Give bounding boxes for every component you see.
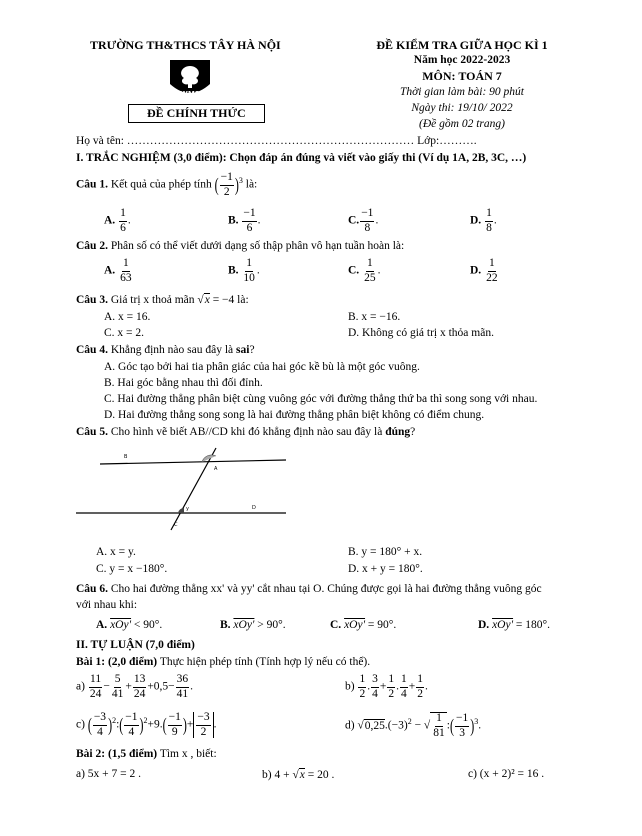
subject: MÔN: TOÁN 7: [422, 69, 502, 83]
exam-time: Thời gian làm bài: 90 phút: [399, 86, 525, 98]
q3-option-a[interactable]: A. x = 16.: [104, 311, 151, 323]
exam-title: ĐỀ KIỂM TRA GIỮA HỌC KÌ 1: [376, 38, 548, 52]
q2-option-a[interactable]: A. $\frac{1}{63}$: [104, 257, 132, 284]
q6-option-d[interactable]: D. xOy' = 180°.: [478, 619, 551, 631]
q2-option-b[interactable]: B. $\frac{1}{10}$ .: [228, 257, 260, 284]
q1-option-a[interactable]: A. $\frac{1}{6}$ .: [104, 207, 131, 234]
logo-text: WMS: [180, 90, 200, 98]
bai2-c: c) (x + 2)² = 16 .: [468, 768, 545, 780]
q3-option-d[interactable]: D. Không có giá trị x thỏa mãn.: [348, 327, 494, 339]
q4-option-d[interactable]: D. Hai đường thẳng song song là hai đường thẳng phân biệt không có điểm chung.: [104, 409, 485, 421]
school-year: Năm học 2022-2023: [413, 54, 511, 66]
q5-option-d[interactable]: D. x + y = 180°.: [348, 563, 423, 575]
bai1-a: a) $\frac{11}{24}$ − $\frac{5}{41}$ + $\frac{13}{24}$ +0,5− $\frac{36}{41}$ .: [76, 673, 194, 700]
bai-1: Bài 1: (2,0 điểm) Thực hiện phép tính (Tính hợp lý nếu có thể).: [76, 656, 371, 668]
q5-option-b[interactable]: B. y = 180° + x.: [348, 546, 423, 558]
school-logo: [168, 58, 212, 103]
name-line: Họ và tên: ………………………………………………………………… Lớp:……….: [76, 135, 477, 147]
q6-option-b[interactable]: B. xOy' > 90°.: [220, 619, 286, 631]
q6-option-a[interactable]: A. xOy' < 90°.: [96, 619, 163, 631]
q1-option-c[interactable]: C. $\frac{-1}{8}$ .: [348, 207, 379, 234]
question-6: Câu 6. Cho hai đường thẳng xx' và yy' cắt nhau tại O. Chúng được gọi là hai đường thẳng vuông góc: [76, 583, 542, 595]
part2-title: II. TỰ LUẬN (7,0 điểm): [76, 639, 195, 651]
q4-option-a[interactable]: A. Góc tạo bởi hai tia phân giác của hai góc kề bù là một góc vuông.: [104, 361, 420, 373]
part1-title: I. TRẮC NGHIỆM (3,0 điểm): Chọn đáp án đúng và viết vào giấy thi (Ví dụ 1A, 2B, 3C, …): [76, 152, 527, 164]
q6-option-c[interactable]: C. xOy' = 90°.: [330, 619, 397, 631]
bai1-b: b) $\frac{1}{2}$ . $\frac{3}{4}$ + $\frac{1}{2}$ . $\frac{1}{4}$ + $\frac{1}{2}$ .: [345, 673, 428, 700]
label-d: D: [252, 505, 256, 511]
q4-option-c[interactable]: C. Hai đường thẳng phân biệt cùng vuông góc với đường thẳng thứ ba thì song song với nhau.: [104, 393, 538, 405]
q5-option-a[interactable]: A. x = y.: [96, 546, 136, 558]
geometry-figure: [76, 446, 296, 536]
question-3: Câu 3. Giá trị x thoả mãn √x = −4 là:: [76, 294, 249, 306]
question-5: Câu 5. Cho hình vẽ biết AB//CD khi đó khẳng định nào sau đây là đúng?: [76, 426, 416, 438]
bai1-c: c) ( $\frac{-3}{4}$ )$^2$:( $\frac{-1}{4}$ )$^2$+9.( $\frac{-1}{9}$ )+ $\frac{-3}{2}$ .: [76, 711, 217, 738]
question-2: Câu 2. Phân số có thể viết dưới dạng số thập phân vô hạn tuần hoàn là:: [76, 240, 405, 252]
exam-date: Ngày thi: 19/10/ 2022: [411, 102, 513, 114]
q3-option-b[interactable]: B. x = −16.: [348, 311, 401, 323]
q5-option-c[interactable]: C. y = x −180°.: [96, 563, 168, 575]
label-b: B: [124, 454, 128, 460]
bai-2: Bài 2: (1,5 điểm) Tìm x , biết:: [76, 748, 217, 760]
page-count: (Đề gồm 02 trang): [419, 118, 505, 130]
q2-option-c[interactable]: C. $\frac{1}{25}$ .: [348, 257, 381, 284]
question-1: Câu 1. Kết quả của phép tính ( $\frac{-1}{2}$ )$^3$ là:: [76, 171, 258, 198]
label-y: y: [186, 506, 189, 512]
q4-option-b[interactable]: B. Hai góc bằng nhau thì đối đỉnh.: [104, 377, 263, 389]
q1-option-b[interactable]: B. $\frac{-1}{6}$ .: [228, 207, 261, 234]
q2-option-d[interactable]: D. $\frac{1}{22}$: [470, 257, 498, 284]
school-name: TRƯỜNG TH&THCS TÂY HÀ NỘI: [90, 38, 281, 52]
q3-option-c[interactable]: C. x = 2.: [104, 327, 145, 339]
label-c: C: [174, 522, 178, 528]
label-a: A: [214, 466, 218, 472]
bai2-a: a) 5x + 7 = 2 .: [76, 768, 142, 780]
question-4: Câu 4. Khẳng định nào sau đây là sai?: [76, 344, 255, 356]
question-6-cont: với nhau khi:: [76, 599, 138, 611]
bai2-b: b) 4 + √x = 20 .: [262, 769, 335, 781]
bai1-d: d) $√0,25.(-3)^2$ − √ $\frac{1}{81}$ :( $\frac{-1}{3}$ )$^3$.: [345, 712, 482, 739]
q1-option-d[interactable]: D. $\frac{1}{8}$ .: [470, 207, 497, 234]
official-stamp: ĐỀ CHÍNH THỨC: [128, 104, 265, 123]
